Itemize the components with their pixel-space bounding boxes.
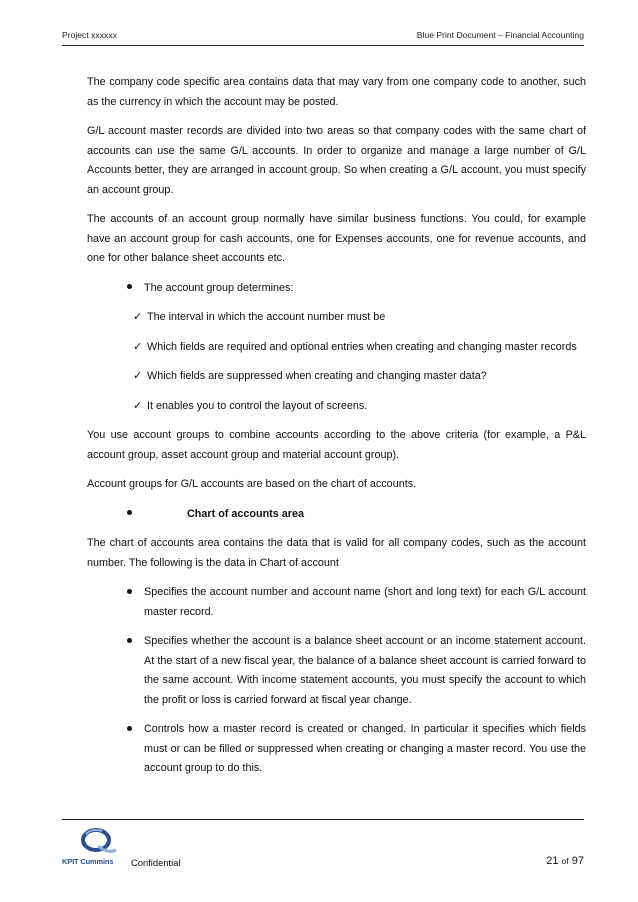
list-item <box>87 279 586 299</box>
list-item <box>87 632 586 710</box>
list-item <box>87 583 586 622</box>
bullet-icon <box>127 505 132 525</box>
section-heading-text: Chart of accounts area <box>187 507 304 520</box>
confidential-label: Confidential <box>131 857 181 868</box>
bullet-icon <box>127 632 132 652</box>
list-item-text: The account group determines: <box>144 281 294 294</box>
list-item <box>87 720 586 779</box>
page-current: 21 <box>546 855 559 867</box>
footer-divider <box>62 819 584 820</box>
brand-name: KPIT Cummins <box>62 857 114 866</box>
checkmark-icon: ✓ <box>133 399 143 412</box>
page-header <box>62 30 584 44</box>
list-item <box>87 367 586 387</box>
list-item-text: The interval in which the account number must be <box>147 311 386 323</box>
list-item-text: It enables you to control the layout of screens. <box>147 399 368 412</box>
bullet-icon <box>127 583 132 603</box>
paragraph: Account groups for G/L accounts are based on the chart of accounts. <box>87 478 417 490</box>
paragraph: G/L account master records are divided into two areas so that company codes with the same chart of accounts can use the same G/L accounts. In order to organize and manage a large number of G/L Accounts better, they are arranged in account group. So when creating a G/L account, you must specify an account group. <box>87 125 586 196</box>
checkmark-icon: ✓ <box>133 311 143 323</box>
paragraph: The accounts of an account group normally have similar business functions. You could, for example have an account group for cash accounts, one for Expenses accounts, one for revenue accounts, and one for other balance sheet accounts etc. <box>87 213 586 264</box>
list-item <box>87 338 586 358</box>
list-item-text: Which fields are required and optional entries when creating and changing master records <box>147 340 577 353</box>
list-item-text: Specifies the account number and account name (short and long text) for each G/L account master record. <box>144 586 586 618</box>
list-item <box>87 308 586 328</box>
document-title: Blue Print Document – Financial Accounting <box>416 30 584 40</box>
page-total: 97 <box>571 855 584 867</box>
checkmark-icon: ✓ <box>133 370 143 382</box>
header-divider <box>62 45 584 46</box>
logo-swoosh-icon <box>78 826 118 858</box>
page-number <box>546 855 584 867</box>
document-body <box>87 73 586 789</box>
bullet-icon <box>127 720 132 740</box>
section-heading <box>87 505 586 525</box>
list-item-text: Controls how a master record is created or changed. In particular it specifies which fields must or can be filled or suppressed when creating or changing a master record. You use the account group to do this. <box>144 723 586 774</box>
paragraph: The chart of accounts area contains the data that is valid for all company codes, such as the account number. The following is the data in Chart of account <box>87 537 586 569</box>
paragraph: You use account groups to combine accounts according to the above criteria (for example, a P&L account group, asset account group and material account group). <box>87 429 586 461</box>
page-of-label: of <box>561 856 569 866</box>
list-item-text: Specifies whether the account is a balance sheet account or an income statement account. At the start of a new fiscal year, the balance of a balance sheet account is carried forward to the same account. With income statement accounts, you must specify the account to which the profit or loss is carried forward at fiscal year change. <box>144 635 586 706</box>
list-item <box>87 397 586 417</box>
company-logo <box>62 826 134 870</box>
project-label: Project xxxxxx <box>62 30 117 40</box>
bullet-icon <box>127 279 132 299</box>
paragraph: The company code specific area contains data that may vary from one company code to another, such as the currency in which the account may be posted. <box>87 76 586 108</box>
checkmark-icon: ✓ <box>133 340 143 353</box>
list-item-text: Which fields are suppressed when creating and changing master data? <box>147 370 487 382</box>
